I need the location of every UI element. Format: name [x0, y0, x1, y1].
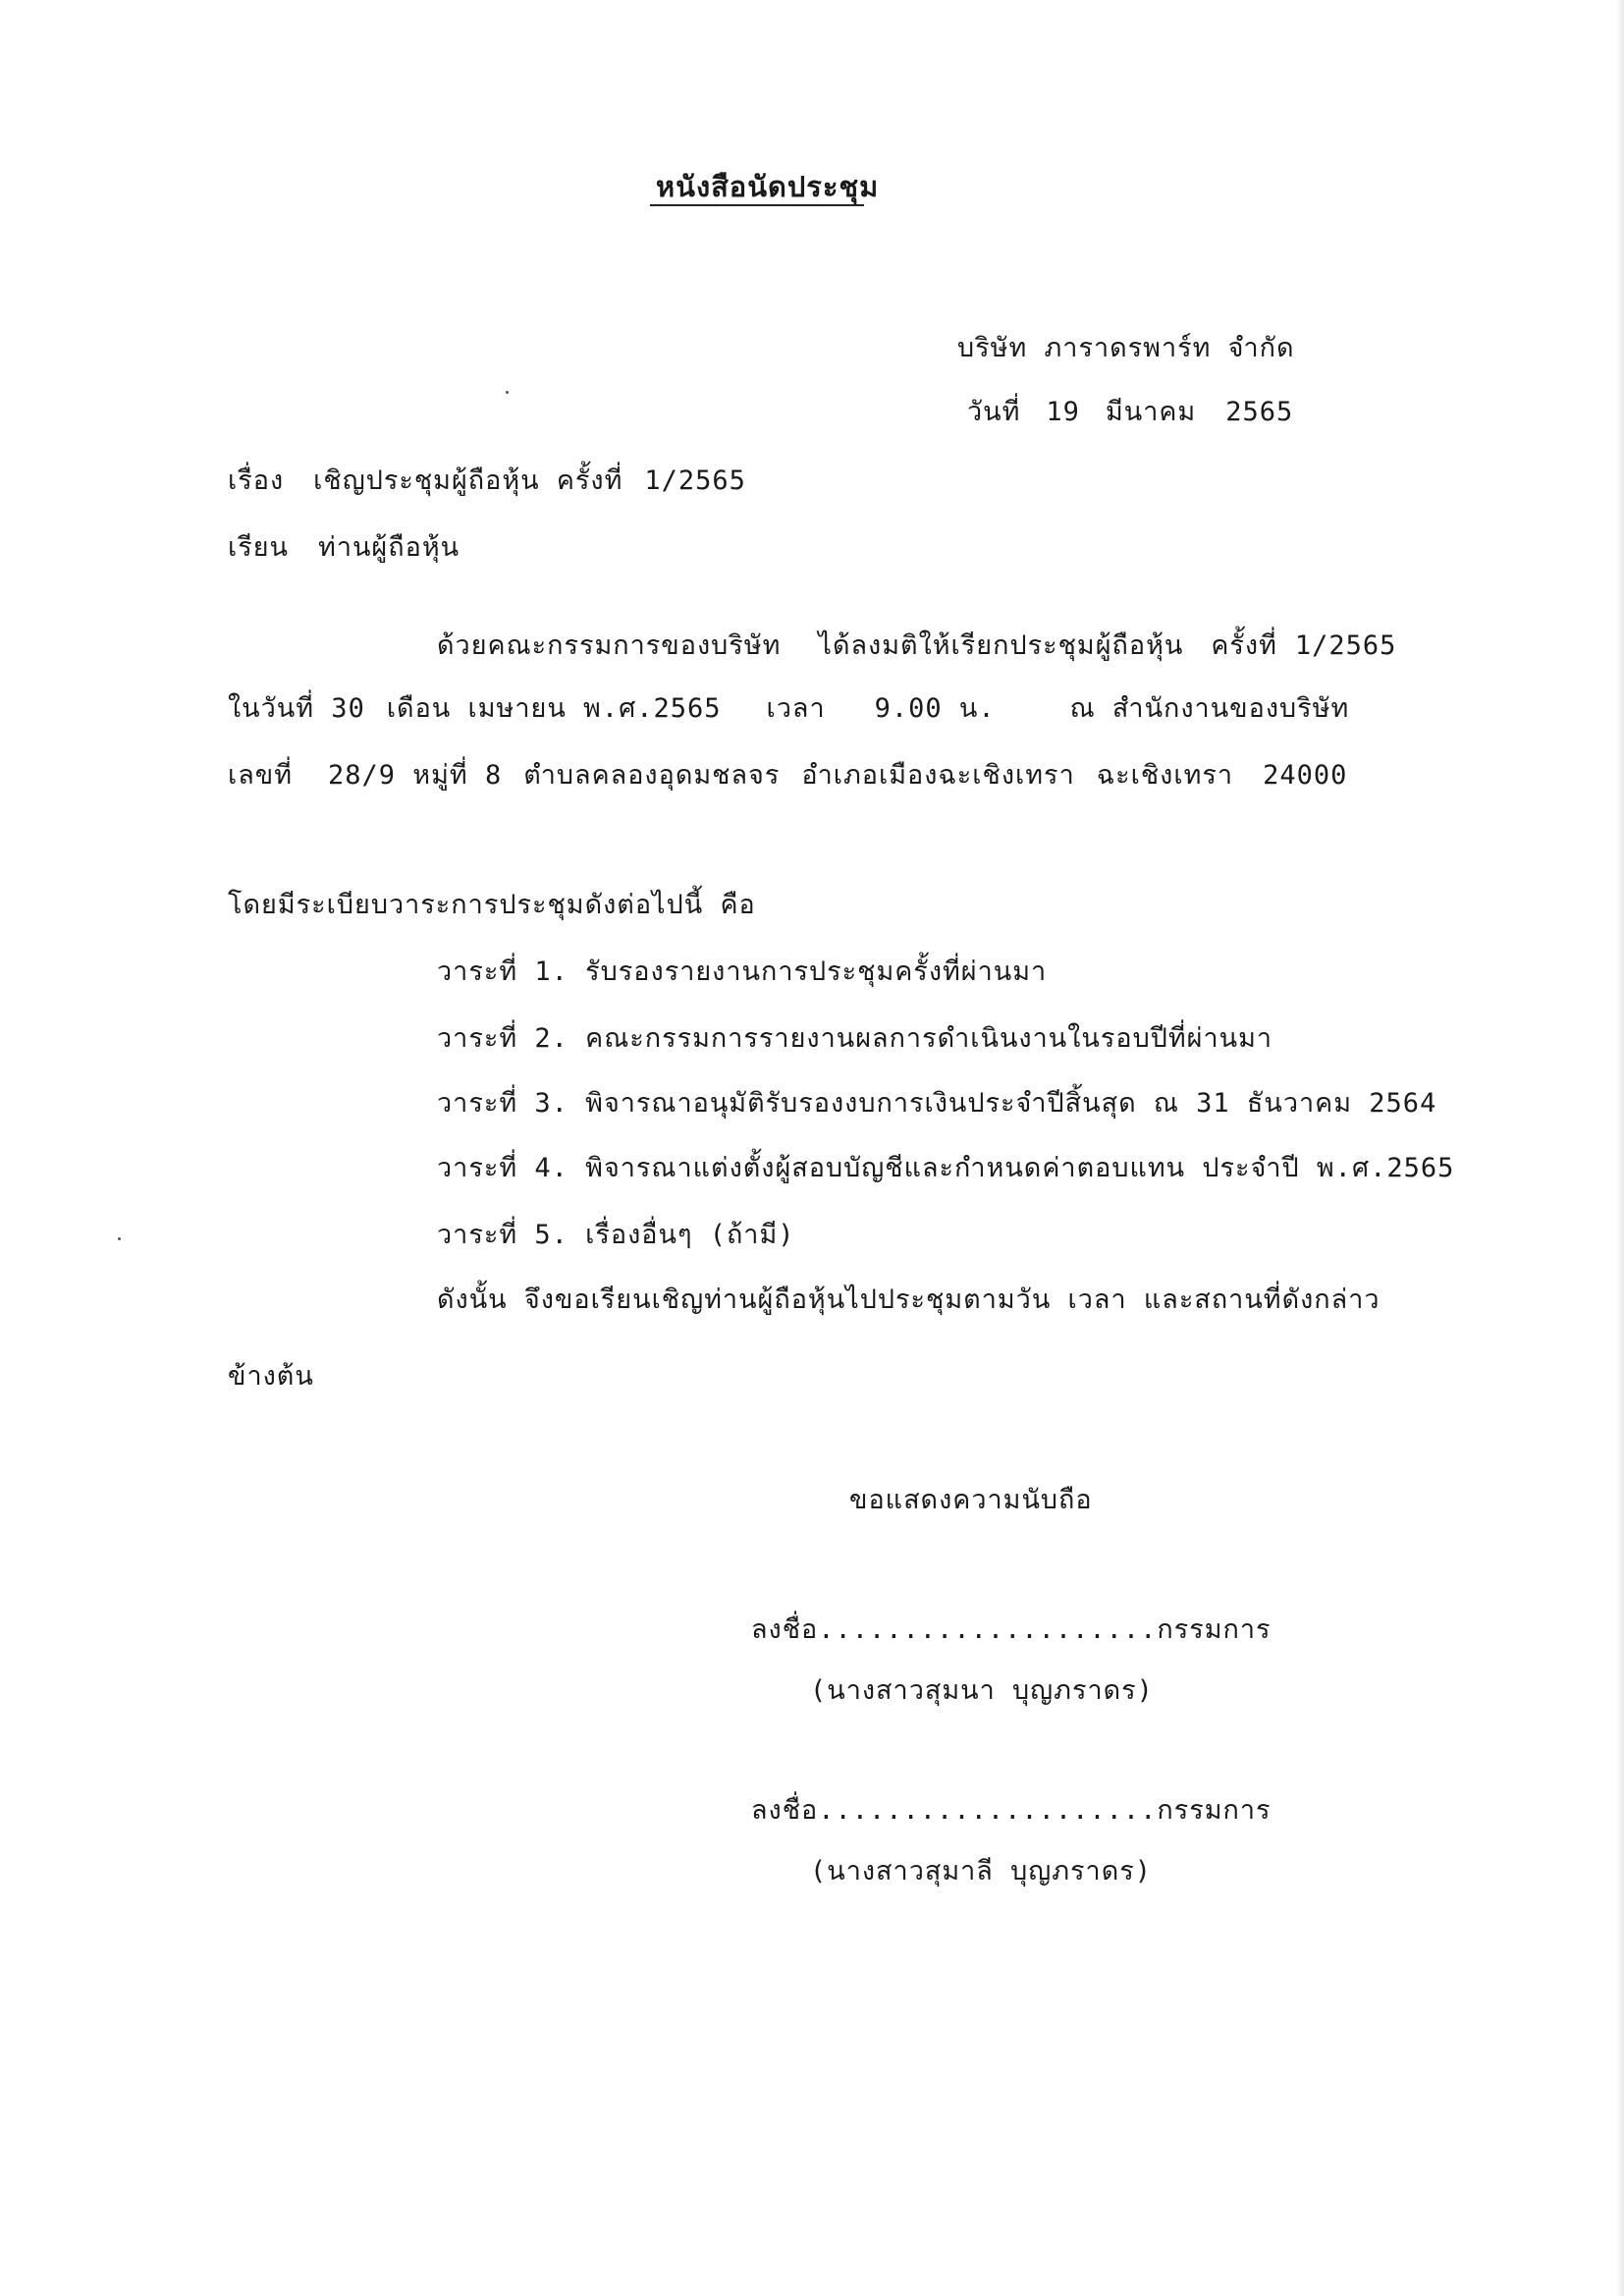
subject-number: 1/2565 [644, 465, 746, 496]
company-name: บริษัท ภาราดรพาร์ท จำกัด [957, 333, 1295, 363]
closing-line-1: ดังนั้น จึงขอเรียนเชิญท่านผู้ถือหุ้นไปประชุมตามวัน เวลา และสถานที่ดังกล่าว [437, 1285, 1380, 1315]
date-day: 19 [1046, 397, 1080, 427]
signatory-name-2: (นางสาวสุมาลี บุญภราดร) [810, 1856, 1152, 1886]
body-text: 9.00 น. [874, 693, 996, 724]
title-underline [650, 204, 864, 206]
scan-speck [506, 391, 509, 394]
body-text: ฉะเชิงเทรา [1096, 760, 1234, 791]
signature-line-2: ลงชื่อ....................กรรมการ [751, 1795, 1272, 1826]
body-line-3 [228, 758, 1347, 793]
scan-speck [118, 1237, 121, 1240]
recipient-text: ท่านผู้ถือหุ้น [318, 532, 460, 563]
date-year: 2565 [1225, 397, 1294, 427]
agenda-item-2: วาระที่ 2. คณะกรรมการรายงานผลการดำเนินงานในรอบปีที่ผ่านมา [437, 1023, 1273, 1054]
body-text: อำเภอเมืองฉะเชิงเทรา [801, 760, 1075, 791]
body-text: ด้วยคณะกรรมการของบริษัท [437, 630, 782, 661]
scan-edge-shadow [1616, 0, 1624, 2296]
agenda-item-5: วาระที่ 5. เรื่องอื่นๆ (ถ้ามี) [437, 1220, 795, 1250]
subject-line [228, 464, 746, 499]
agenda-item-3: วาระที่ 3. พิจารณาอนุมัติรับรองงบการเงินประจำปีสิ้นสุด ณ 31 ธันวาคม 2564 [437, 1088, 1437, 1119]
signatory-name-1: (นางสาวสุมนา บุญภราดร) [810, 1675, 1154, 1706]
body-text: เดือน เมษายน พ.ศ.2565 [386, 693, 722, 724]
date-month: มีนาคม [1105, 397, 1197, 427]
body-text: ในวันที่ 30 [228, 693, 365, 724]
agenda-intro: โดยมีระเบียบวาระการประชุมดังต่อไปนี้ คือ [228, 890, 756, 920]
agenda-item-4: วาระที่ 4. พิจารณาแต่งตั้งผู้สอบบัญชีและกำหนดค่าตอบแทน ประจำปี พ.ศ.2565 [437, 1153, 1455, 1183]
subject-text: เชิญประชุมผู้ถือหุ้น ครั้งที่ [313, 465, 623, 496]
body-text: ครั้งที่ [1211, 630, 1277, 661]
body-text: 24000 [1263, 760, 1348, 791]
subject-label: เรื่อง [228, 465, 285, 496]
agenda-item-1: วาระที่ 1. รับรองรายงานการประชุมครั้งที่ผ่านมา [437, 957, 1048, 987]
recipient-line [228, 530, 460, 566]
body-text: ได้ลงมติให้เรียกประชุมผู้ถือหุ้น [818, 630, 1184, 661]
body-text: ตำบลคลองอุดมชลจร [523, 760, 781, 791]
body-text: ณ สำนักงานของบริษัท [1069, 693, 1350, 724]
signature-line-1: ลงชื่อ....................กรรมการ [751, 1614, 1272, 1645]
body-line-1 [437, 629, 1396, 664]
date-label: วันที่ [967, 397, 1021, 427]
body-text: เวลา [766, 693, 826, 724]
closing-line-2: ข้างต้น [228, 1361, 314, 1392]
body-text: 28/9 หมู่ที่ 8 [328, 760, 503, 791]
closing-regards: ขอแสดงความนับถือ [849, 1485, 1093, 1515]
body-line-2 [228, 691, 1349, 727]
recipient-label: เรียน [228, 532, 290, 563]
body-text: 1/2565 [1294, 630, 1397, 661]
document-title: หนังสือนัดประชุม [656, 170, 880, 203]
letter-date [967, 395, 1293, 430]
body-text: เลขที่ [228, 760, 294, 791]
